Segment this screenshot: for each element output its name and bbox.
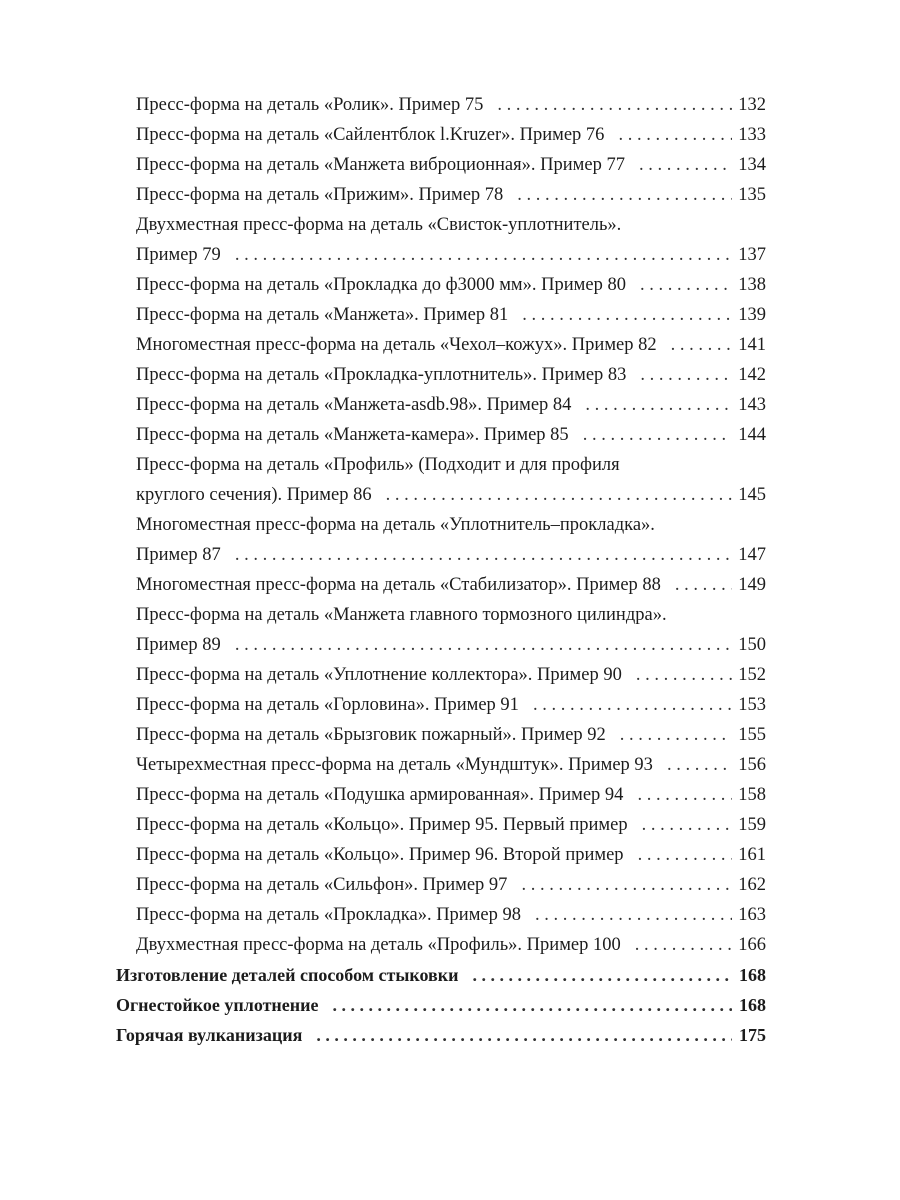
toc-entry[interactable] xyxy=(0,750,766,780)
toc-entry-title: Пресс-форма на деталь «Манжета-asdb.98». Пример 84 xyxy=(136,395,572,415)
toc-entry[interactable] xyxy=(0,720,766,750)
toc-page-number: 175 xyxy=(739,1025,766,1045)
dot-leader xyxy=(583,420,732,450)
toc-section-entry[interactable] xyxy=(0,990,766,1020)
toc-entry[interactable] xyxy=(0,690,766,720)
toc-entry-line xyxy=(0,210,766,240)
toc-entry[interactable] xyxy=(0,390,766,420)
toc-entry-title: Многоместная пресс-форма на деталь «Уплотнитель–прокладка». xyxy=(136,515,655,535)
toc-page-number: 134 xyxy=(738,155,766,175)
toc-entry-title: Огнестойкое уплотнение xyxy=(116,995,319,1015)
toc-entry[interactable] xyxy=(0,240,766,270)
toc-entry-title: Пресс-форма на деталь «Прижим». Пример 78 xyxy=(136,185,504,205)
dot-leader xyxy=(639,150,732,180)
dot-leader xyxy=(497,90,732,120)
toc-page-number: 138 xyxy=(738,275,766,295)
toc-page-number: 168 xyxy=(739,995,766,1015)
dot-leader xyxy=(521,870,732,900)
table-of-contents xyxy=(0,90,900,1050)
toc-entry-title: Пресс-форма на деталь «Прокладка до ф3000 мм». Пример 80 xyxy=(136,275,626,295)
toc-entry[interactable] xyxy=(0,900,766,930)
toc-entry[interactable] xyxy=(0,360,766,390)
toc-entry[interactable] xyxy=(0,180,766,210)
dot-leader xyxy=(235,630,732,660)
toc-entry[interactable] xyxy=(0,660,766,690)
dot-leader xyxy=(667,750,732,780)
toc-page-number: 137 xyxy=(738,245,766,265)
toc-entry-title: Многоместная пресс-форма на деталь «Чехол–кожух». Пример 82 xyxy=(136,335,657,355)
toc-page-number: 158 xyxy=(738,785,766,805)
toc-entry-title: Двухместная пресс-форма на деталь «Свисток-уплотнитель». xyxy=(136,215,622,235)
toc-page-number: 162 xyxy=(738,875,766,895)
toc-page-number: 168 xyxy=(739,965,766,985)
dot-leader xyxy=(618,120,732,150)
dot-leader xyxy=(473,960,732,990)
toc-entry-title: Пресс-форма на деталь «Сайлентблок l.Kruzer». Пример 76 xyxy=(136,125,605,145)
toc-page-number: 159 xyxy=(738,815,766,835)
toc-entry-title: Пресс-форма на деталь «Прокладка-уплотнитель». Пример 83 xyxy=(136,365,627,385)
toc-entry[interactable] xyxy=(0,870,766,900)
toc-entry-title: Пресс-форма на деталь «Манжета виброционная». Пример 77 xyxy=(136,155,625,175)
dot-leader xyxy=(535,900,732,930)
toc-entry-title: Пресс-форма на деталь «Кольцо». Пример 95. Первый пример xyxy=(136,815,628,835)
dot-leader xyxy=(620,720,732,750)
toc-page-number: 135 xyxy=(738,185,766,205)
toc-page-number: 152 xyxy=(738,665,766,685)
toc-entry-title: Горячая вулканизация xyxy=(116,1025,303,1045)
dot-leader xyxy=(235,540,732,570)
dot-leader xyxy=(640,360,732,390)
dot-leader xyxy=(333,990,732,1020)
toc-entry[interactable] xyxy=(0,330,766,360)
dot-leader xyxy=(585,390,732,420)
toc-page-number: 155 xyxy=(738,725,766,745)
dot-leader xyxy=(675,570,732,600)
toc-page-number: 149 xyxy=(738,575,766,595)
toc-page-number: 133 xyxy=(738,125,766,145)
toc-section-entry[interactable] xyxy=(0,960,766,990)
toc-page-number: 142 xyxy=(738,365,766,385)
toc-page-number: 143 xyxy=(738,395,766,415)
dot-leader xyxy=(636,660,732,690)
toc-page-number: 156 xyxy=(738,755,766,775)
toc-entry[interactable] xyxy=(0,810,766,840)
toc-entry-title: Пресс-форма на деталь «Кольцо». Пример 96. Второй пример xyxy=(136,845,624,865)
toc-entry[interactable] xyxy=(0,90,766,120)
toc-entry-line xyxy=(0,600,766,630)
toc-page-number: 163 xyxy=(738,905,766,925)
toc-entry-title: Пресс-форма на деталь «Прокладка». Пример 98 xyxy=(136,905,522,925)
dot-leader xyxy=(640,270,732,300)
dot-leader xyxy=(635,930,732,960)
toc-entry-title: круглого сечения). Пример 86 xyxy=(136,485,372,505)
toc-entry-title: Пресс-форма на деталь «Профиль» (Подходит и для профиля xyxy=(136,455,620,475)
toc-page-number: 132 xyxy=(738,95,766,115)
toc-entry-line xyxy=(0,510,766,540)
toc-page-number: 144 xyxy=(738,425,766,445)
toc-entry[interactable] xyxy=(0,480,766,510)
toc-entry[interactable] xyxy=(0,270,766,300)
toc-entry-title: Пресс-форма на деталь «Горловина». Пример 91 xyxy=(136,695,519,715)
toc-entry[interactable] xyxy=(0,630,766,660)
toc-entry-title: Многоместная пресс-форма на деталь «Стабилизатор». Пример 88 xyxy=(136,575,661,595)
dot-leader xyxy=(638,840,732,870)
toc-entry[interactable] xyxy=(0,780,766,810)
toc-entry[interactable] xyxy=(0,930,766,960)
toc-entry-title: Пресс-форма на деталь «Манжета». Пример 81 xyxy=(136,305,509,325)
toc-page-number: 147 xyxy=(738,545,766,565)
dot-leader xyxy=(522,300,732,330)
dot-leader xyxy=(386,480,732,510)
toc-page-number: 153 xyxy=(738,695,766,715)
toc-entry-title: Изготовление деталей способом стыковки xyxy=(116,965,459,985)
toc-page-number: 161 xyxy=(738,845,766,865)
toc-page-number: 145 xyxy=(738,485,766,505)
toc-entry-title: Пресс-форма на деталь «Манжета главного тормозного цилиндра». xyxy=(136,605,667,625)
toc-entry-title: Пресс-форма на деталь «Манжета-камера». Пример 85 xyxy=(136,425,569,445)
dot-leader xyxy=(235,240,732,270)
toc-entry[interactable] xyxy=(0,300,766,330)
toc-entry-title: Двухместная пресс-форма на деталь «Профиль». Пример 100 xyxy=(136,935,621,955)
dot-leader xyxy=(642,810,732,840)
dot-leader xyxy=(533,690,732,720)
toc-page-number: 141 xyxy=(738,335,766,355)
toc-section-entry[interactable] xyxy=(0,1020,766,1050)
toc-entry-title: Пример 89 xyxy=(136,635,221,655)
toc-page-number: 139 xyxy=(738,305,766,325)
dot-leader xyxy=(316,1020,732,1050)
toc-entry[interactable] xyxy=(0,840,766,870)
dot-leader xyxy=(517,180,732,210)
toc-entry-title: Пресс-форма на деталь «Ролик». Пример 75 xyxy=(136,95,484,115)
toc-entry-title: Пресс-форма на деталь «Сильфон». Пример 97 xyxy=(136,875,508,895)
toc-entry-title: Пресс-форма на деталь «Уплотнение коллектора». Пример 90 xyxy=(136,665,622,685)
toc-entry-title: Пресс-форма на деталь «Подушка армированная». Пример 94 xyxy=(136,785,624,805)
toc-entry-title: Пример 87 xyxy=(136,545,221,565)
toc-entry[interactable] xyxy=(0,570,766,600)
toc-entry[interactable] xyxy=(0,420,766,450)
toc-entry-line xyxy=(0,450,766,480)
toc-page-number: 166 xyxy=(738,935,766,955)
toc-entry[interactable] xyxy=(0,150,766,180)
dot-leader xyxy=(637,780,732,810)
toc-entry-title: Пример 79 xyxy=(136,245,221,265)
toc-entry-title: Пресс-форма на деталь «Брызговик пожарный». Пример 92 xyxy=(136,725,606,745)
toc-entry[interactable] xyxy=(0,120,766,150)
dot-leader xyxy=(671,330,732,360)
toc-entry-title: Четырехместная пресс-форма на деталь «Мундштук». Пример 93 xyxy=(136,755,653,775)
toc-page-number: 150 xyxy=(738,635,766,655)
toc-entry[interactable] xyxy=(0,540,766,570)
